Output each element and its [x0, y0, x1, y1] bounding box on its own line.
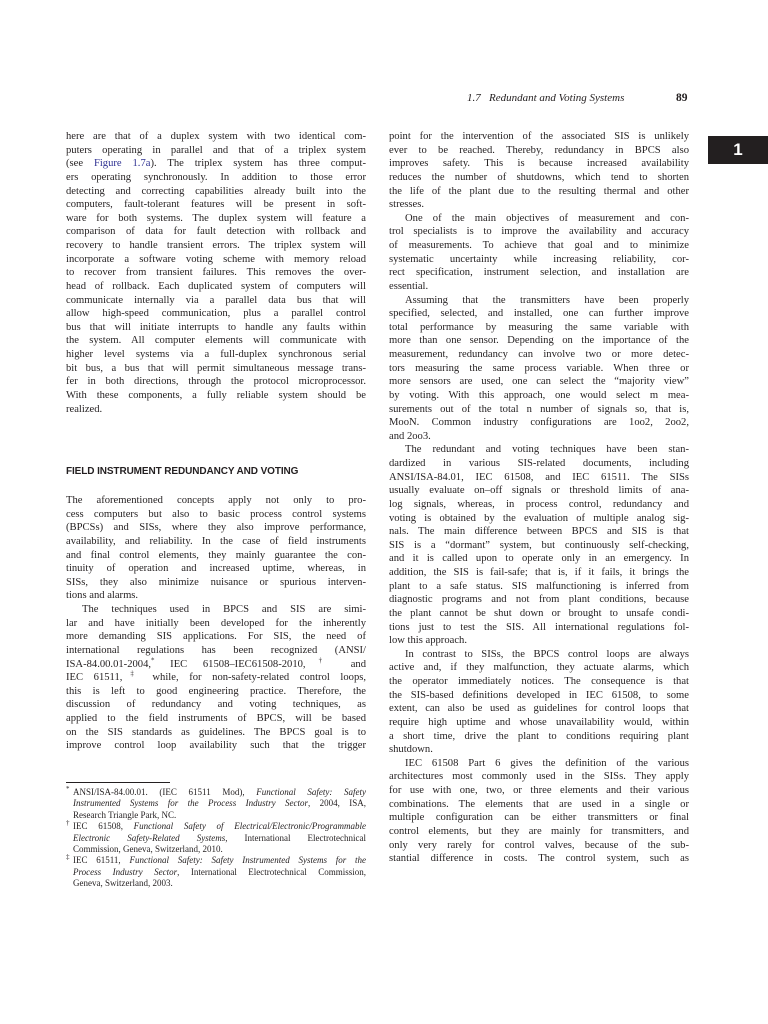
- text-line: point for the intervention of the associated SIS is unlikely: [389, 131, 689, 142]
- footnote-2: [66, 821, 366, 855]
- text-line: ers operating synchronously. In addition to those error: [66, 171, 366, 183]
- text-line: incorporate a software voting scheme with memory reload: [66, 253, 366, 265]
- footnote-line: Research Triangle Park, NC.: [73, 809, 177, 820]
- footnote-line: Electronic Safety-Related Systems, International Electrotechnical: [73, 832, 366, 843]
- footnote-marker[interactable]: †: [305, 655, 336, 664]
- text-line: (BPCSs) and SISs, where they also improve performance,: [66, 522, 366, 534]
- text-line: the life of the plant due to the resulting thermal and other: [389, 185, 689, 197]
- right-paragraph-5: [389, 648, 689, 757]
- running-head: 1.7 Redundant and Voting Systems: [467, 92, 625, 104]
- section-heading: FIELD INSTRUMENT REDUNDANCY AND VOTING: [66, 466, 299, 477]
- text-line: voting is obtained by the evaluation of multiple analog sig-: [389, 512, 689, 524]
- text-line: to recover from transient failures. This removes the over-: [66, 267, 366, 279]
- text-line: SIS is a “dormant” system, but continuously self-checking,: [389, 539, 689, 551]
- text-line: rect specification, instrument selection, and installation are: [389, 267, 689, 279]
- text-line: this is left to good engineering practice. Therefore, the: [66, 685, 366, 697]
- text-line: improves safety. This is because increased availability: [389, 158, 689, 170]
- footnotes: [66, 787, 366, 890]
- text-line: head of rollback. Each duplicated system of computers will: [66, 280, 366, 292]
- text-line: the operator immediately notices. The consequence is that: [389, 676, 689, 687]
- text-line: total performance by measuring the same variable with: [389, 321, 689, 333]
- text-line: comparison of data for fault detection with rollback and: [66, 226, 366, 238]
- text-line: surements out of the total n number of signals so, that is,: [389, 403, 689, 415]
- text-line: fer in both directions, through the protocol microprocessor.: [66, 376, 366, 388]
- text-line: The techniques used in BPCS and SIS are simi-: [82, 604, 366, 615]
- text-line: and it is called upon to operate only in an emergency. In: [389, 553, 689, 565]
- text-line: ware for both systems. The duplex system will feature a: [66, 212, 366, 224]
- text-line: require high uptime and whose unavailability would, within: [389, 716, 689, 728]
- right-paragraph-3: [389, 294, 689, 444]
- text-line: more than one sensor. Depending on the importance of the: [389, 335, 689, 347]
- text-line: combinations. The elements that are used in a single or: [389, 798, 689, 810]
- text-line: only very rarely for control valves, because of the sub-: [389, 839, 689, 851]
- text-line: and final control elements, they mainly guarantee the con-: [66, 549, 366, 561]
- text-line: measurement, redundancy can involve two or more detec-: [389, 349, 689, 360]
- text-line: active and, if they malfunction, they actuate alarms, which: [389, 662, 689, 674]
- text-line: multiple configuration can be either transmitters or final: [389, 812, 689, 824]
- text-line: on the SIS standards as guidelines. The BPCS goal is to: [66, 726, 366, 738]
- text-line: and 2oo3.: [389, 430, 431, 442]
- page-number: 89: [676, 92, 688, 104]
- right-column: [389, 130, 689, 866]
- text-line: realized.: [66, 403, 103, 415]
- text-line: plant to a safe status. SIS malfunctioning is inferred from: [389, 580, 689, 592]
- text-line: detecting and correcting capabilities already built into the: [66, 185, 366, 197]
- text-line: by voting. With this approach, one would select m mea-: [389, 389, 689, 401]
- text-line: IEC 61508 Part 6 gives the definition of the various: [405, 757, 689, 769]
- text-line: specified, selected, and installed, one can further improve: [389, 308, 689, 320]
- text-line: here are that of a duplex system with two identical com-: [66, 131, 366, 142]
- text-line: the plant cannot be shut down or brought to unsafe condi-: [389, 607, 689, 619]
- footnote-rule: [66, 782, 170, 783]
- text-line: (see Figure 1.7a). The triplex system has three comput-: [66, 158, 366, 170]
- text-line: low this approach.: [389, 635, 467, 647]
- footnote-line: † IEC 61508, Functional Safety of Electrical/Electronic/Programmable: [66, 819, 366, 832]
- footnote-line: * ANSI/ISA-84.00.01. (IEC 61511 Mod), Functional Safety: Safety: [66, 785, 366, 797]
- text-line: communicate internally via a parallel data bus that will: [66, 294, 366, 306]
- footnote-line: Process Industry Sector, International Electrotechnical Commission,: [73, 866, 366, 877]
- right-paragraph-2: [389, 212, 689, 294]
- text-line: control elements, but they are mainly for transmitters, and: [389, 825, 689, 837]
- left-paragraph-1: [66, 130, 366, 416]
- text-line: systematic uncertainty while increasing reliability, cor-: [389, 253, 689, 265]
- text-line: ISA-84.00.01-2004,* IEC 61508–IEC61508-2010,† and: [66, 655, 366, 670]
- text-line: cess computers but also to basic process control systems: [66, 508, 366, 520]
- text-line: puters operating in parallel and that of a triplex system: [66, 144, 366, 156]
- footnote-line: Commission, Geneva, Switzerland, 2010.: [73, 844, 223, 855]
- text-line: of measurements. To achieve that goal and to minimize: [389, 240, 689, 251]
- text-line: higher level systems via a full-duplex synchronous serial: [66, 349, 366, 360]
- text-line: ANSI/ISA-84.01, IEC 61508, and IEC 61511. The SISs: [389, 471, 689, 483]
- text-line: shutdown.: [389, 744, 433, 756]
- text-line: lar and have initially been developed for the inherently: [66, 617, 366, 629]
- text-line: essential.: [389, 280, 429, 292]
- text-line: bus that will initiate interrupts to handle any faults within: [66, 321, 366, 333]
- text-line: allow high-speed communication, plus a parallel control: [66, 308, 366, 320]
- text-line: With these components, a fully reliable system should be: [66, 389, 366, 401]
- text-line: tions just to test the SIS. All international regulations fol-: [389, 621, 689, 633]
- text-line: diagnostic programs and not from plant conditions, because: [389, 594, 689, 606]
- text-line: more sensors are used, one can select the “majority view”: [389, 376, 689, 388]
- footnote-line: ‡ IEC 61511, Functional Safety: Safety Instrumented Systems for the: [66, 853, 366, 866]
- text-line: the system. All computer elements will communicate with: [66, 335, 366, 347]
- text-line: The redundant and voting techniques have been stan-: [405, 444, 689, 456]
- footnote-line: Instrumented Systems for the Process Industry Sector, 2004, ISA,: [73, 798, 366, 809]
- chapter-tab: 1: [708, 136, 768, 164]
- text-line: recovery to handle transient errors. The triplex system will: [66, 240, 366, 251]
- text-line: more demanding SIS applications. For SIS, the need of: [66, 631, 366, 643]
- footnote-3: [66, 855, 366, 889]
- text-line: computers, fault-tolerant features will be present in soft-: [66, 199, 366, 211]
- text-line: Assuming that the transmitters have been properly: [405, 294, 689, 306]
- text-line: log signals, whereas, in process control, redundancy and: [389, 498, 689, 510]
- text-line: discussion of redundancy and voting techniques, as: [66, 699, 366, 711]
- text-line: SISs, they also minimize nuisance or spurious interven-: [66, 576, 366, 588]
- text-line: tions and alarms.: [66, 590, 139, 602]
- text-line: nals. The main difference between BPCS and SIS is that: [389, 526, 689, 538]
- right-paragraph-1: [389, 130, 689, 212]
- text-line: tors measuring the same process variable. When three or: [389, 362, 689, 374]
- text-line: MooN. Common industry configurations are 1oo2, 2oo2,: [389, 417, 689, 429]
- text-line: IEC 61511,‡ while, for non-safety-related control loops,: [66, 669, 367, 684]
- text-line: In contrast to SISs, the BPCS control loops are always: [405, 648, 689, 660]
- text-line: improve control loop availability such that the trigger: [66, 740, 366, 752]
- text-line: ever to be reached. Thereby, redundancy in BPCS also: [389, 144, 689, 156]
- text-line: a short time, drive the plant to conditions requiring plant: [389, 730, 689, 742]
- text-line: tinuity of operation and increased uptime, whereas, in: [66, 563, 366, 575]
- text-line: the SIS-based definitions developed in IEC 61508, to some: [389, 689, 689, 701]
- text-line: architectures most commonly used in the SISs. They apply: [389, 771, 689, 783]
- text-line: usually evaluate on–off signals or threshold limits of ana-: [389, 485, 689, 497]
- footnote-marker[interactable]: ‡: [122, 669, 142, 678]
- footnote-marker[interactable]: *: [151, 655, 155, 664]
- footnote-line: Geneva, Switzerland, 2003.: [73, 878, 173, 889]
- left-column-top: [66, 130, 366, 416]
- text-line: dardized in various SIS-related documents, including: [389, 458, 689, 469]
- figure-link[interactable]: Figure 1.7a: [93, 158, 151, 170]
- left-paragraph-3: [66, 603, 366, 753]
- left-paragraph-2: [66, 494, 366, 603]
- text-line: availability, and reliability. In the case of field instruments: [66, 535, 366, 547]
- text-line: reduces the number of shutdowns, which tend to shorten: [389, 171, 689, 183]
- text-line: for use with one, two, or three elements and their various: [389, 785, 689, 796]
- footnote-1: [66, 787, 366, 821]
- text-line: applied to the field instruments of BPCS, will be based: [66, 713, 366, 724]
- text-line: stresses.: [389, 199, 425, 211]
- text-line: international regulations has been recognized (ANSI/: [66, 644, 366, 656]
- text-line: addition, the SIS is fail-safe; that is, if it fails, it brings the: [389, 567, 689, 578]
- text-line: The aforementioned concepts apply not only to pro-: [66, 495, 366, 506]
- right-paragraph-4: [389, 443, 689, 647]
- left-column-bottom: [66, 494, 366, 753]
- right-paragraph-6: [389, 757, 689, 866]
- text-line: One of the main objectives of measurement and con-: [405, 212, 689, 224]
- text-line: stantial difference in costs. The control system, such as: [389, 853, 689, 865]
- text-line: bit bus, a bus that will permit simultaneous message trans-: [66, 362, 366, 374]
- text-line: extent, can also be used as guidelines for control loops that: [389, 703, 689, 715]
- text-line: trol specialists is to improve the availability and accuracy: [389, 226, 689, 238]
